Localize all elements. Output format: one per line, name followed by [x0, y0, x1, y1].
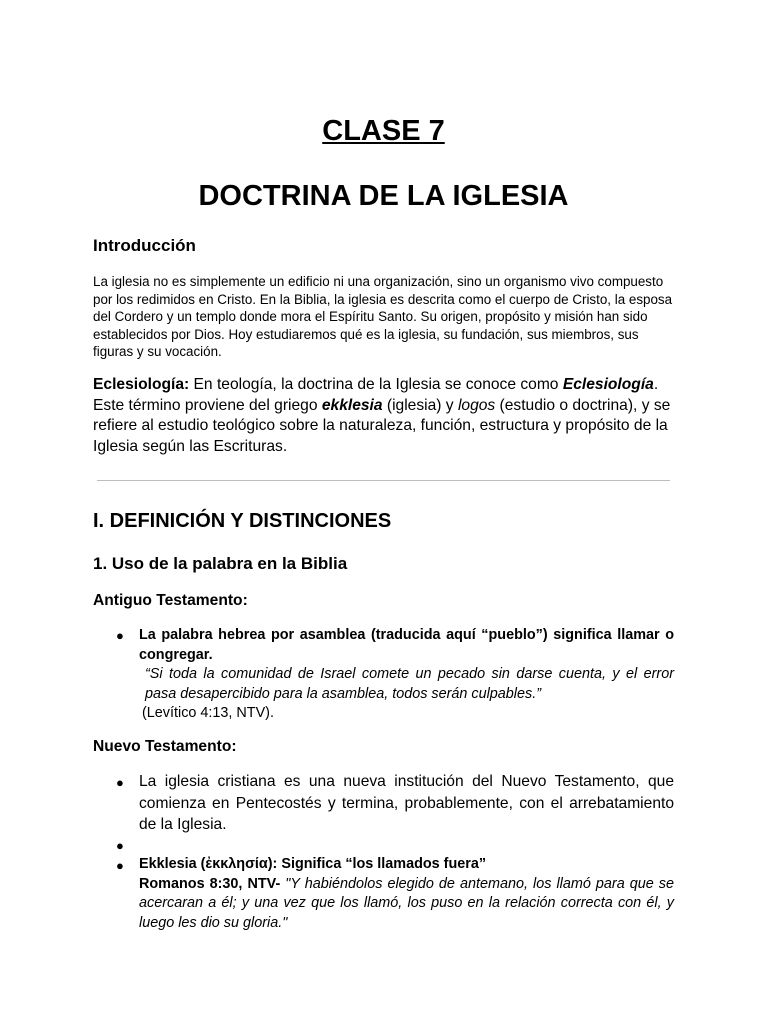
- bible-quote: “Si toda la comunidad de Israel comete un pecado sin darse cuenta, y el error pasa desapercibido para la asamblea, todos serán culpables.”: [145, 666, 674, 702]
- eclesiologia-label: Eclesiología:: [93, 376, 190, 393]
- eclesiologia-paragraph: [93, 375, 674, 457]
- bullet-icon: ●: [116, 838, 124, 853]
- bullet-icon: ●: [116, 775, 124, 790]
- bible-reference: (Levítico 4:13, NTV).: [142, 705, 274, 721]
- greek-term: ekklesia: [321, 396, 383, 414]
- subsection-heading: 1. Uso de la palabra en la Biblia: [93, 554, 348, 573]
- list-item: [139, 855, 674, 933]
- bullet-icon: ●: [116, 858, 124, 873]
- intro-heading: Introducción: [93, 236, 196, 255]
- logos-term: logos: [457, 396, 496, 414]
- eclesiologia-text: (estudio o doctrina), y se refiere al estudio teológico sobre la naturaleza, función, estructura y propósito de la Iglesia según las Escrituras.: [93, 396, 671, 455]
- eclesiologia-term: Eclesiología: [562, 376, 654, 393]
- eclesiologia-text: (iglesia) y: [382, 396, 458, 414]
- nuevo-testamento-heading: Nuevo Testamento:: [93, 738, 237, 755]
- eclesiologia-text: . Este término proviene del griego: [93, 376, 659, 414]
- verse-paragraph: [139, 875, 674, 934]
- verse-text: "Y habiéndolos elegido de antemano, los llamó para que se acercaran a él; y una vez que los llamó, los puso en la relación correcta con él, y luego les dio su gloria.": [139, 875, 674, 931]
- document-title: DOCTRINA DE LA IGLESIA: [198, 180, 569, 212]
- intro-paragraph: La iglesia no es simplemente un edificio ni una organización, sino un organismo vivo compuesto por los redimidos en Cristo. En la Biblia, la iglesia es descrita como el cuerpo de Cristo, la esposa del Cordero y un templo donde mora el Espíritu Santo. Su origen, propósito y misión han sido establecidos por Dios. Hoy estudiaremos qué es la iglesia, su fundación, sus miembros, sus figuras y su vocación.: [93, 274, 673, 360]
- bullet-icon: ●: [116, 628, 124, 643]
- class-number-title: CLASE 7: [322, 115, 445, 147]
- section-heading: I. DEFINICIÓN Y DISTINCIONES: [93, 510, 392, 532]
- verse-reference: Romanos 8:30, NTV-: [139, 875, 281, 892]
- horizontal-divider: [97, 480, 670, 481]
- bullet-statement: La palabra hebrea por asamblea (traducida aquí “pueblo”) significa llamar o congregar.: [139, 627, 674, 663]
- list-item: [139, 626, 674, 724]
- ekklesia-heading: Ekklesia (ἐκκλησία): Significa “los llamados fuera”: [139, 856, 487, 872]
- eclesiologia-text: En teología, la doctrina de la Iglesia se conoce como: [189, 376, 563, 393]
- antiguo-testamento-heading: Antiguo Testamento:: [93, 592, 248, 609]
- list-item: La iglesia cristiana es una nueva institución del Nuevo Testamento, que comienza en Pentecostés y termina, probablemente, con el arrebatamiento de la Iglesia.: [139, 773, 674, 833]
